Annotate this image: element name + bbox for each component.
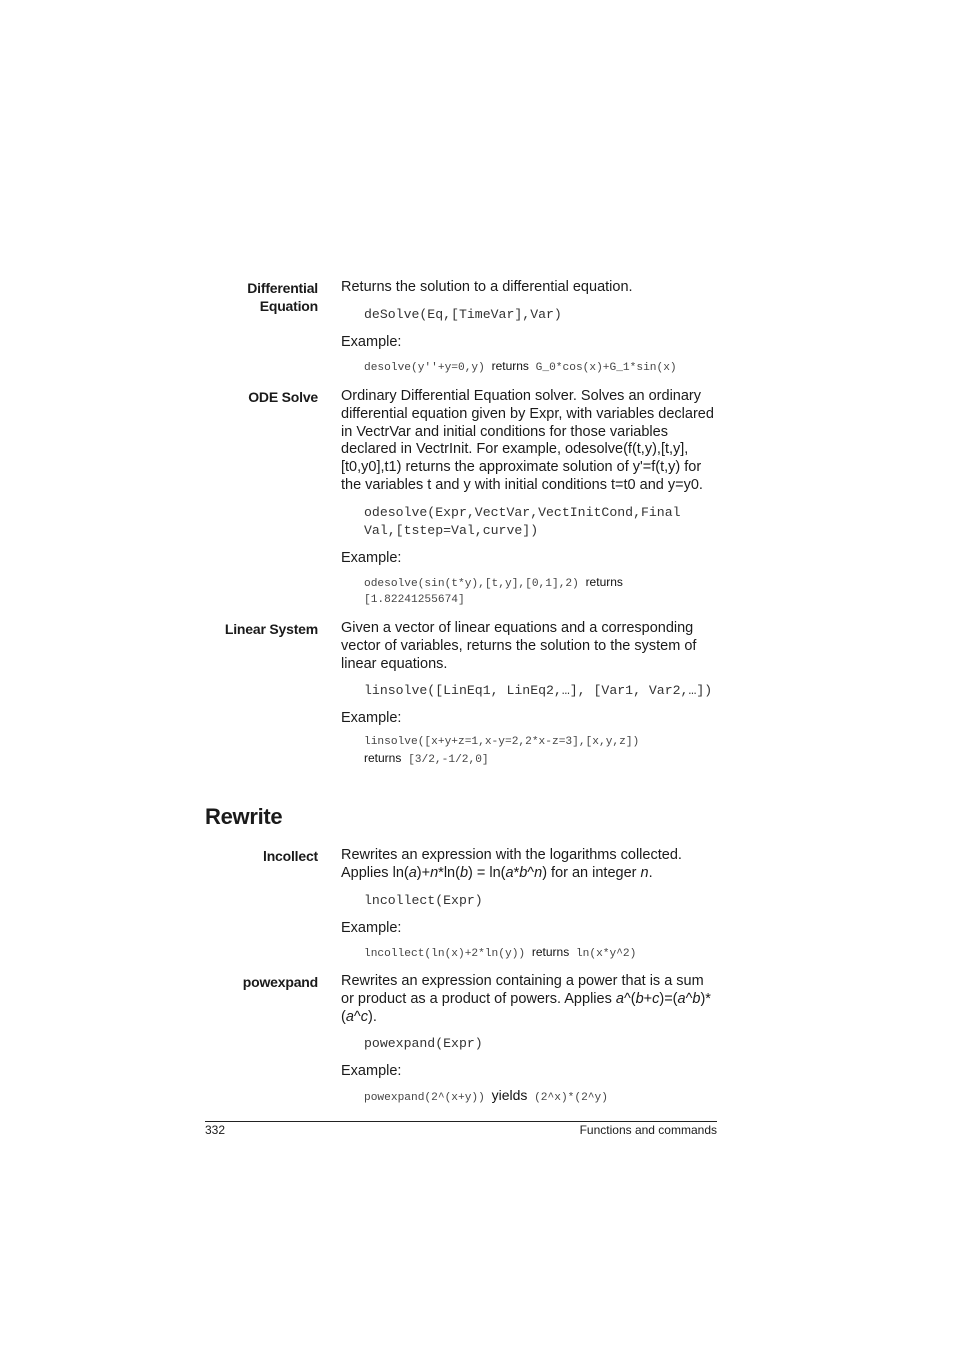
term-lncollect: [200, 847, 318, 865]
description: Returns the solution to a differential equation.: [341, 279, 633, 295]
example-result: (2^x)*(2^y): [534, 1092, 608, 1105]
example-result: ln(x*y^2): [575, 947, 637, 960]
syntax: linsolve([LinEq1, LinEq2,…], [Var1, Var2,…]): [364, 683, 713, 699]
syntax: deSolve(Eq,[TimeVar],Var): [364, 306, 562, 322]
example-label: Example:: [341, 710, 402, 727]
example-word: returns: [531, 944, 570, 959]
term-label: Differential Equation: [247, 280, 318, 314]
description: Given a vector of linear equations and a corresponding vector of variables, returns the solution to the system of linear equations.: [341, 620, 697, 672]
example-code: lncollect(ln(x)+2*ln(y)): [364, 947, 526, 960]
term-label: ODE Solve: [248, 389, 318, 405]
example-result: G_0*cos(x)+G_1*sin(x): [535, 361, 677, 374]
example-label: Example:: [341, 333, 402, 350]
example: [341, 574, 717, 608]
example-label: Example:: [341, 919, 402, 936]
footer-title: Functions and commands: [579, 1123, 717, 1137]
example-word: returns: [585, 574, 623, 589]
entry-body: [341, 388, 717, 608]
footer-rule: [205, 1121, 717, 1122]
description-text: Rewrites an expression containing a power that is a sum or product as a product of powers. Applies: [341, 973, 704, 1007]
example-label: Example:: [341, 549, 402, 566]
entry-body: [341, 847, 717, 962]
example: [341, 734, 717, 768]
section-title: Rewrite: [205, 804, 283, 829]
entry-body: [341, 973, 717, 1106]
example-word: yields: [491, 1087, 528, 1104]
example-code: powexpand(2^(x+y)): [364, 1092, 485, 1105]
term-linear-system: [200, 620, 318, 638]
description-text: Rewrites an expression with the logarithms collected. Applies: [341, 847, 682, 881]
example-label: Example:: [341, 1063, 402, 1080]
example: [341, 944, 717, 962]
example-word: returns: [364, 751, 402, 766]
example: [341, 358, 717, 376]
description: Rewrites an expression with the logarithms collected. Applies ln(a)+n*ln(b) = ln(a*b^n) for an integer n.: [341, 847, 682, 881]
term-label: Linear System: [224, 621, 318, 637]
syntax: odesolve(Expr,VectVar,VectInitCond,Final Val,[tstep=Val,curve]): [364, 504, 681, 538]
description: Ordinary Differential Equation solver. Solves an ordinary differential equation given by Expr, with variables declared in VectrVar and initial conditions for those variables declared in VectrInit. For example, odesolve(f(t,y),[t,y],[t0,y0],t1) returns the approximate solution of y'=f(t,y) for the variables t and y with initial conditions t=t0 and y=y0.: [341, 388, 714, 493]
term-differential-equation: [200, 279, 318, 315]
example-code: odesolve(sin(t*y),[t,y],[0,1],2): [364, 577, 579, 590]
example: [341, 1087, 717, 1106]
description: Rewrites an expression containing a power that is a sum or product as a product of powers. Applies a^(b+c)=(a^b)*(a^c).: [341, 973, 711, 1025]
syntax: powexpand(Expr): [364, 1036, 483, 1052]
example-word: returns: [491, 358, 529, 373]
term-label: powexpand: [242, 974, 318, 990]
example-code: linsolve([x+y+z=1,x-y=2,2*x-z=3],[x,y,z]): [364, 736, 640, 749]
example-result: [3/2,-1/2,0]: [408, 754, 489, 767]
entry-body: [341, 279, 717, 376]
term-ode-solve: [200, 388, 318, 406]
example-code: desolve(y''+y=0,y): [364, 361, 485, 374]
entry-body: [341, 620, 717, 768]
term-powexpand: [200, 973, 318, 991]
example-result: [1.82241255674]: [364, 593, 465, 606]
page-number: 332: [205, 1123, 226, 1137]
syntax: lncollect(Expr): [364, 892, 483, 908]
term-label: lncollect: [263, 848, 318, 864]
